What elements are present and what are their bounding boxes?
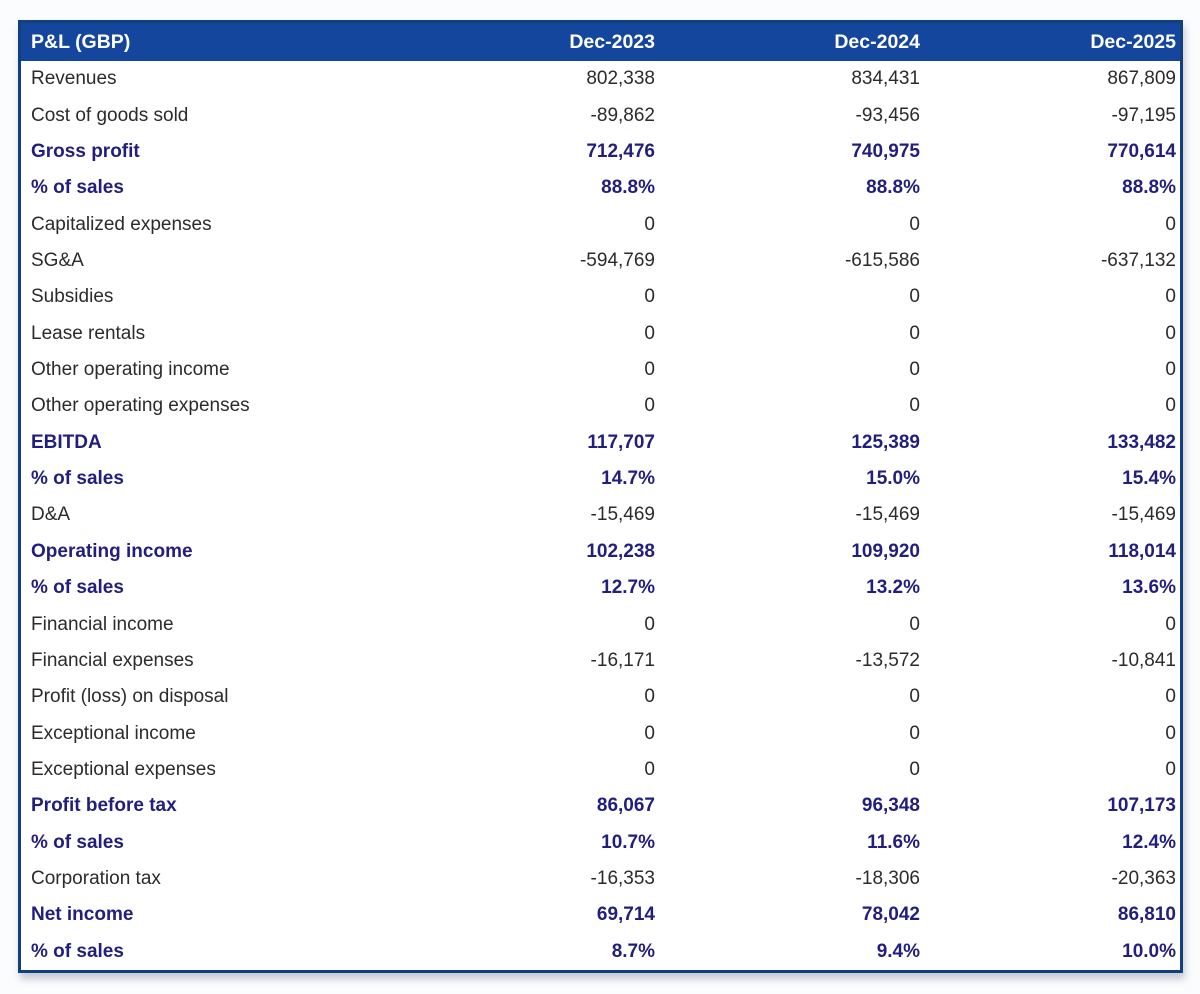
row-label: % of sales <box>31 468 124 490</box>
row-value: 88.8% <box>866 177 920 199</box>
row-value: 109,920 <box>851 540 920 562</box>
table-row <box>21 825 1180 861</box>
row-value: 10.7% <box>601 831 655 853</box>
column-header-dec-2025: Dec-2025 <box>1090 30 1176 53</box>
row-value: 802,338 <box>586 68 655 90</box>
table-row <box>21 497 1180 533</box>
row-value: -89,862 <box>590 104 655 126</box>
row-label: % of sales <box>31 177 124 199</box>
row-value: -10,841 <box>1111 649 1176 671</box>
pl-statement-table <box>18 20 1183 973</box>
row-value: 0 <box>644 613 655 635</box>
row-value: 117,707 <box>587 431 655 453</box>
row-label: Financial income <box>31 613 174 635</box>
table-row <box>21 61 1180 97</box>
row-value: 13.2% <box>866 577 920 599</box>
row-value: 740,975 <box>851 140 920 162</box>
row-value: 0 <box>644 759 655 780</box>
table-row <box>21 934 1180 970</box>
row-value: -93,456 <box>855 104 920 126</box>
table-row <box>21 461 1180 497</box>
table-row <box>21 352 1180 388</box>
row-label: Other operating income <box>31 359 230 381</box>
row-value: 102,238 <box>586 540 655 562</box>
row-value: -16,171 <box>590 649 655 671</box>
row-label: % of sales <box>31 577 124 599</box>
row-label: Other operating expenses <box>31 395 250 417</box>
row-label: Capitalized expenses <box>31 213 212 235</box>
row-value: 867,809 <box>1107 68 1176 90</box>
row-label: Corporation tax <box>31 868 161 890</box>
row-label: D&A <box>31 504 71 526</box>
row-value: 86,067 <box>596 795 655 817</box>
table-row <box>21 170 1180 206</box>
row-label: Net income <box>31 904 134 926</box>
table-row <box>21 606 1180 642</box>
row-value: 11.6% <box>867 831 920 853</box>
row-value: 12.7% <box>601 577 655 599</box>
row-value: 834,431 <box>851 68 920 90</box>
table-row <box>21 570 1180 606</box>
table-row <box>21 279 1180 315</box>
row-label: % of sales <box>31 940 124 962</box>
table-row <box>21 643 1180 679</box>
column-header-dec-2024: Dec-2024 <box>834 30 920 53</box>
row-label: SG&A <box>31 249 84 271</box>
row-value: 0 <box>1165 359 1176 381</box>
row-value: -594,769 <box>579 249 655 271</box>
row-value: 0 <box>644 359 655 381</box>
row-value: 10.0% <box>1122 940 1176 962</box>
row-value: 0 <box>644 686 655 708</box>
row-value: 12.4% <box>1122 831 1176 853</box>
row-label: Subsidies <box>31 286 114 308</box>
row-value: -15,469 <box>1111 504 1176 526</box>
table-body <box>21 61 1180 970</box>
row-value: -615,586 <box>844 249 920 271</box>
table-row <box>21 425 1180 461</box>
row-value: 0 <box>1165 322 1176 344</box>
row-value: 96,348 <box>861 795 920 817</box>
row-label: Gross profit <box>31 140 140 162</box>
table-row <box>21 788 1180 824</box>
row-value: -18,306 <box>855 868 920 890</box>
row-value: -20,363 <box>1111 868 1176 890</box>
row-value: 0 <box>644 722 655 744</box>
row-label: Revenues <box>31 68 117 90</box>
row-value: 0 <box>1165 286 1176 308</box>
table-row <box>21 679 1180 715</box>
row-value: 86,810 <box>1117 904 1176 926</box>
row-value: 9.4% <box>876 940 920 962</box>
row-value: 0 <box>909 359 920 381</box>
row-value: -637,132 <box>1100 249 1176 271</box>
row-label: EBITDA <box>31 431 102 453</box>
row-value: 118,014 <box>1108 540 1176 562</box>
table-row <box>21 134 1180 170</box>
row-label: Profit before tax <box>31 795 177 817</box>
row-value: 13.6% <box>1122 577 1176 599</box>
row-label: Cost of goods sold <box>31 104 189 126</box>
row-value: -15,469 <box>590 504 655 526</box>
row-value: 15.0% <box>866 468 920 490</box>
row-label: Financial expenses <box>31 649 194 671</box>
row-value: 0 <box>909 395 920 417</box>
row-value: -15,469 <box>855 504 920 526</box>
table-row <box>21 388 1180 424</box>
row-value: 133,482 <box>1107 431 1176 453</box>
column-header-dec-2023: Dec-2023 <box>569 30 655 53</box>
row-value: 0 <box>909 686 920 708</box>
row-value: 0 <box>1165 686 1176 708</box>
row-label: Exceptional expenses <box>31 759 216 780</box>
row-value: 88.8% <box>601 177 655 199</box>
row-value: -16,353 <box>590 868 655 890</box>
row-value: 0 <box>909 213 920 235</box>
row-value: 0 <box>909 322 920 344</box>
row-value: 125,389 <box>851 431 920 453</box>
table-row <box>21 206 1180 242</box>
row-value: 15.4% <box>1122 468 1176 490</box>
row-value: -97,195 <box>1111 104 1176 126</box>
table-row <box>21 861 1180 897</box>
table-row <box>21 243 1180 279</box>
row-label: Lease rentals <box>31 322 146 344</box>
row-value: 107,173 <box>1107 795 1176 817</box>
row-value: 0 <box>1165 213 1176 235</box>
row-value: 0 <box>909 722 920 744</box>
table-row <box>21 897 1180 933</box>
row-value: -13,572 <box>855 649 920 671</box>
row-label: Operating income <box>31 540 193 562</box>
row-value: 0 <box>644 322 655 344</box>
table-row <box>21 752 1180 788</box>
row-label: % of sales <box>31 831 124 853</box>
table-title-cell: P&L (GBP) <box>31 30 131 53</box>
row-value: 8.7% <box>611 940 655 962</box>
row-label: Profit (loss) on disposal <box>31 686 229 708</box>
row-value: 0 <box>1165 759 1176 780</box>
row-value: 712,476 <box>586 140 655 162</box>
row-value: 770,614 <box>1107 140 1176 162</box>
row-value: 0 <box>1165 722 1176 744</box>
table-row <box>21 715 1180 751</box>
row-value: 69,714 <box>596 904 655 926</box>
row-value: 0 <box>1165 613 1176 635</box>
table-row <box>21 316 1180 352</box>
table-header-row <box>21 23 1180 61</box>
row-value: 14.7% <box>601 468 655 490</box>
row-value: 0 <box>909 286 920 308</box>
row-value: 78,042 <box>861 904 920 926</box>
table-row <box>21 534 1180 570</box>
row-value: 0 <box>644 286 655 308</box>
row-value: 0 <box>644 395 655 417</box>
row-value: 88.8% <box>1122 177 1176 199</box>
row-label: Exceptional income <box>31 722 196 744</box>
row-value: 0 <box>1165 395 1176 417</box>
row-value: 0 <box>909 759 920 780</box>
row-value: 0 <box>909 613 920 635</box>
row-value: 0 <box>644 213 655 235</box>
table-row <box>21 97 1180 133</box>
